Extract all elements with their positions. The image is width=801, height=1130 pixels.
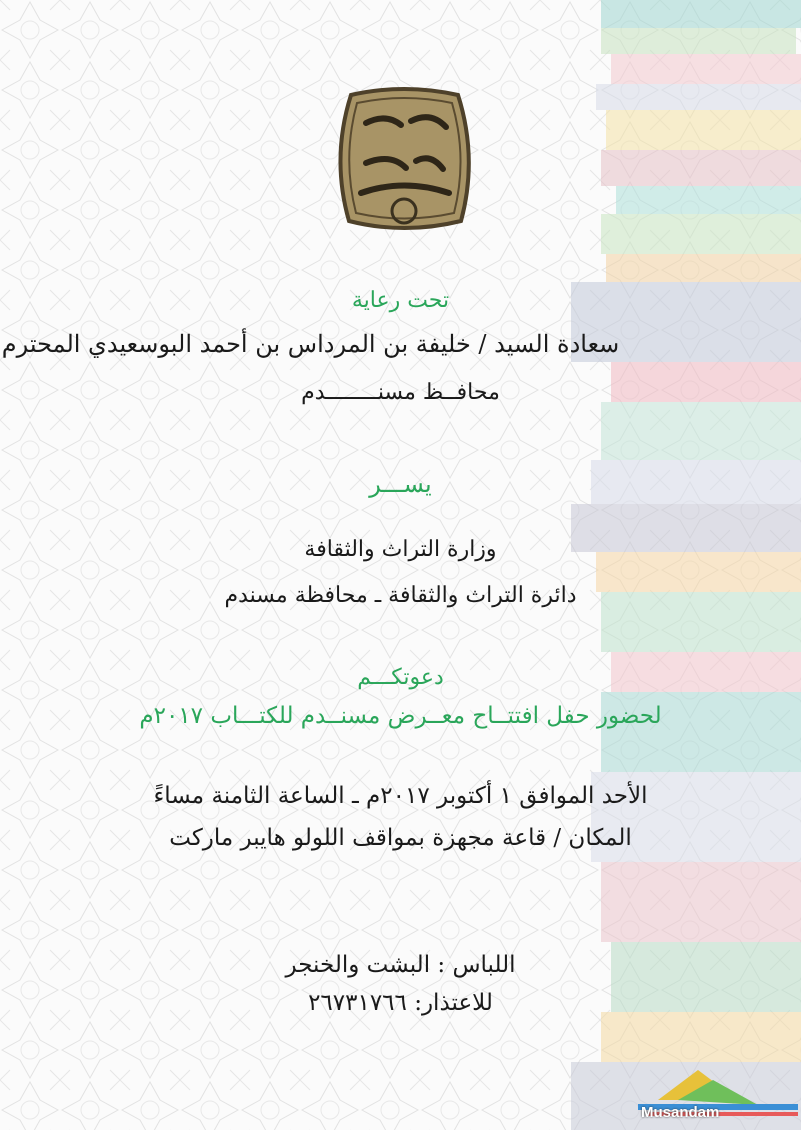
ministry-name: وزارة التراث والثقافة (304, 537, 497, 562)
invite-label: دعوتكـــم (357, 665, 444, 690)
dress-code: اللباس : البشت والخنجر (285, 952, 516, 978)
pleased-label: يســـر (369, 470, 432, 498)
event-title: لحضور حفل افتتــاح معــرض مسنــدم للكتـــاب ٢٠١٧م (139, 703, 662, 729)
event-venue: المكان / قاعة مجهزة بمواقف اللولو هايبر ماركت (169, 825, 632, 851)
patronage-label: تحت رعاية (351, 288, 450, 313)
apologies-phone: للاعتذار: ٢٦٧٣١٧٦٦ (308, 990, 493, 1016)
watermark-text: Musandam (641, 1104, 720, 1121)
patron-name: سعادة السيد / خليفة بن المرداس بن أحمد البوسعيدي المحترم (1, 330, 620, 358)
event-date-time: الأحد الموافق ١ أكتوبر ٢٠١٧م ـ الساعة الثامنة مساءً (153, 783, 648, 809)
department-name: دائرة التراث والثقافة ـ محافظة مسندم (224, 583, 577, 608)
seal-emblem (331, 83, 478, 233)
patron-title: محافــظ مسنــــــــدم (301, 380, 500, 405)
